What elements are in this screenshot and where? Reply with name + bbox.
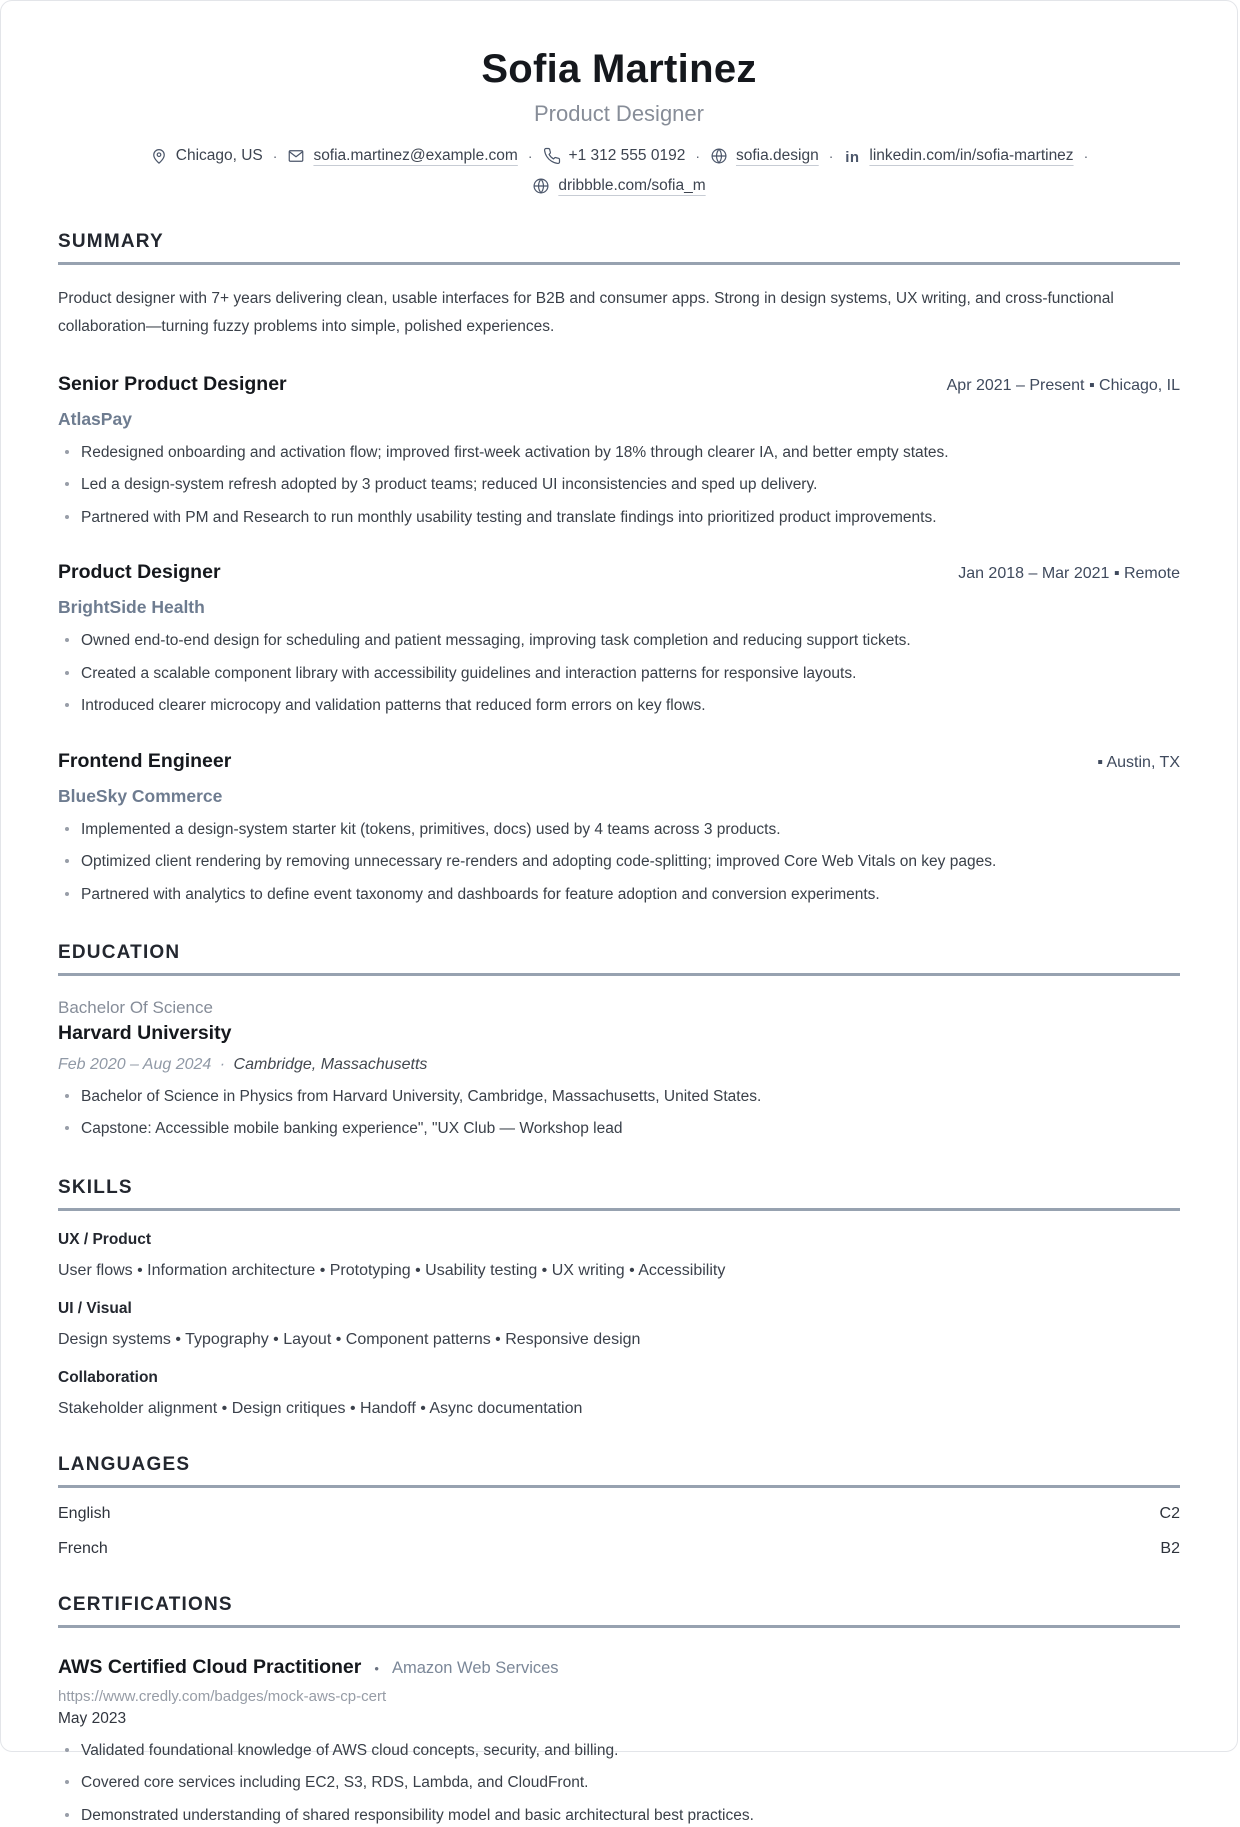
- job-meta: ▪ Austin, TX: [1097, 753, 1180, 771]
- language-row: [58, 1505, 1180, 1523]
- skill-items: Design systems • Typography • Layout • Component patterns • Responsive design: [58, 1330, 641, 1348]
- experience-entry: [58, 750, 1180, 906]
- section-heading-certifications: CERTIFICATIONS: [58, 1594, 1180, 1628]
- job-bullet: Optimized client rendering by removing unnecessary re-renders and adopting code-splitting; improved Core Web Vitals on key pages.: [58, 851, 1180, 873]
- skill-group-name: UI / Visual: [58, 1299, 132, 1317]
- experience-entry: [58, 373, 1180, 529]
- education-dates: Feb 2020 – Aug 2024: [58, 1056, 212, 1073]
- language-name: English: [58, 1504, 111, 1522]
- skill-group-name: Collaboration: [58, 1368, 158, 1386]
- person-name: Sofia Martinez: [481, 47, 757, 91]
- job-bullet: Created a scalable component library with accessibility guidelines and interaction patterns for responsive layouts.: [58, 663, 1180, 685]
- job-bullet-list: [58, 819, 1180, 906]
- contact-dribbble-link[interactable]: dribbble.com/sofia_m: [532, 177, 705, 195]
- certification-bullet: Validated foundational knowledge of AWS cloud concepts, security, and billing.: [58, 1740, 1180, 1762]
- person-role: Product Designer: [534, 101, 704, 126]
- job-bullet: Partnered with analytics to define event taxonomy and dashboards for feature adoption and conversion experiments.: [58, 884, 1180, 906]
- certification-date: May 2023: [58, 1709, 127, 1727]
- job-meta: Apr 2021 – Present ▪ Chicago, IL: [946, 376, 1180, 394]
- linkedin-icon: in: [845, 149, 860, 166]
- education-separator: ·: [219, 1056, 226, 1073]
- job-bullet: Redesigned onboarding and activation flow; improved first-week activation by 18% through clearer IA, and better empty states.: [58, 442, 1180, 464]
- contact-location: Chicago, US: [150, 147, 263, 165]
- skill-group-name: UX / Product: [58, 1230, 152, 1248]
- contact-separator: ·: [272, 148, 278, 164]
- email-icon: [287, 147, 305, 165]
- education-bullet: Capstone: Accessible mobile banking experience", "UX Club — Workshop lead: [58, 1118, 1180, 1140]
- experience-entry: [58, 561, 1180, 717]
- job-bullet: Led a design-system refresh adopted by 3 product teams; reduced UI inconsistencies and sped up delivery.: [58, 474, 1180, 496]
- contact-website-link[interactable]: sofia.design: [710, 147, 819, 165]
- job-bullet-list: [58, 630, 1180, 717]
- company-name: BlueSky Commerce: [58, 785, 223, 806]
- job-role: Senior Product Designer: [58, 372, 287, 395]
- school-name: Harvard University: [58, 1022, 232, 1044]
- certification-bullet-list: [58, 1740, 1180, 1827]
- job-bullet-list: [58, 442, 1180, 529]
- skills-group: [58, 1369, 1180, 1418]
- globe-icon: [710, 147, 728, 165]
- summary-text: Product designer with 7+ years delivering clean, usable interfaces for B2B and consumer apps. Strong in design systems, UX writing, and cross-functional collaboration—turning fuzzy problems into simple, polished experiences.: [58, 290, 1114, 335]
- job-meta: Jan 2018 – Mar 2021 ▪ Remote: [958, 565, 1180, 583]
- education-bullet: Bachelor of Science in Physics from Harvard University, Cambridge, Massachusetts, United States.: [58, 1086, 1180, 1108]
- phone-icon: [543, 147, 561, 165]
- job-bullet: Owned end-to-end design for scheduling and patient messaging, improving task completion and reducing support tickets.: [58, 630, 1180, 652]
- contact-separator: ·: [1083, 148, 1089, 164]
- language-name: French: [58, 1539, 108, 1557]
- contact-info: [58, 147, 1180, 195]
- company-name: AtlasPay: [58, 408, 132, 429]
- language-level: C2: [1159, 1504, 1180, 1522]
- contact-email-link[interactable]: sofia.martinez@example.com: [287, 147, 517, 165]
- company-name: BrightSide Health: [58, 597, 205, 618]
- education-entry: [58, 998, 1180, 1141]
- contact-separator: ·: [695, 148, 700, 164]
- degree-label: Bachelor Of Science: [58, 998, 213, 1017]
- certification-bullet: Covered core services including EC2, S3, RDS, Lambda, and CloudFront.: [58, 1772, 1180, 1794]
- skills-group: [58, 1300, 1180, 1349]
- job-bullet: Partnered with PM and Research to run monthly usability testing and translate findings into prioritized product improvements.: [58, 507, 1180, 529]
- job-bullet: Implemented a design-system starter kit (tokens, primitives, docs) used by 4 teams across 3 products.: [58, 819, 1180, 841]
- section-heading-summary: SUMMARY: [58, 231, 1180, 265]
- globe-icon: [532, 177, 550, 195]
- job-role: Product Designer: [58, 561, 221, 584]
- language-level: B2: [1160, 1539, 1180, 1557]
- education-meta: [58, 1056, 1180, 1074]
- section-heading-languages: LANGUAGES: [58, 1454, 1180, 1488]
- location-icon: [150, 147, 168, 165]
- education-location: Cambridge, Massachusetts: [233, 1056, 428, 1073]
- certification-bullet: Demonstrated understanding of shared responsibility model and basic architectural best practices.: [58, 1805, 1180, 1827]
- section-heading-skills: SKILLS: [58, 1177, 1180, 1211]
- education-bullet-list: [58, 1086, 1180, 1141]
- skill-items: Stakeholder alignment • Design critiques • Handoff • Async documentation: [58, 1399, 583, 1417]
- language-row: [58, 1540, 1180, 1558]
- certification-url: https://www.credly.com/badges/mock-aws-cp-cert: [58, 1687, 387, 1705]
- job-bullet: Introduced clearer microcopy and validation patterns that reduced form errors on key flows.: [58, 695, 1180, 717]
- section-heading-education: EDUCATION: [58, 942, 1180, 976]
- certification-issuer: Amazon Web Services: [391, 1658, 559, 1677]
- certification-title: AWS Certified Cloud Practitioner: [58, 1655, 362, 1678]
- certification-separator: •: [374, 1660, 379, 1676]
- certification-entry: [58, 1656, 1180, 1827]
- contact-separator: ·: [828, 148, 834, 164]
- contact-separator: ·: [527, 148, 533, 164]
- job-role: Frontend Engineer: [58, 749, 232, 772]
- contact-linkedin-link[interactable]: in linkedin.com/in/sofia-martinez: [845, 147, 1074, 166]
- skill-items: User flows • Information architecture • Prototyping • Usability testing • UX writing • Accessibility: [58, 1261, 726, 1279]
- skills-group: [58, 1231, 1180, 1280]
- contact-phone: +1 312 555 0192: [543, 147, 686, 165]
